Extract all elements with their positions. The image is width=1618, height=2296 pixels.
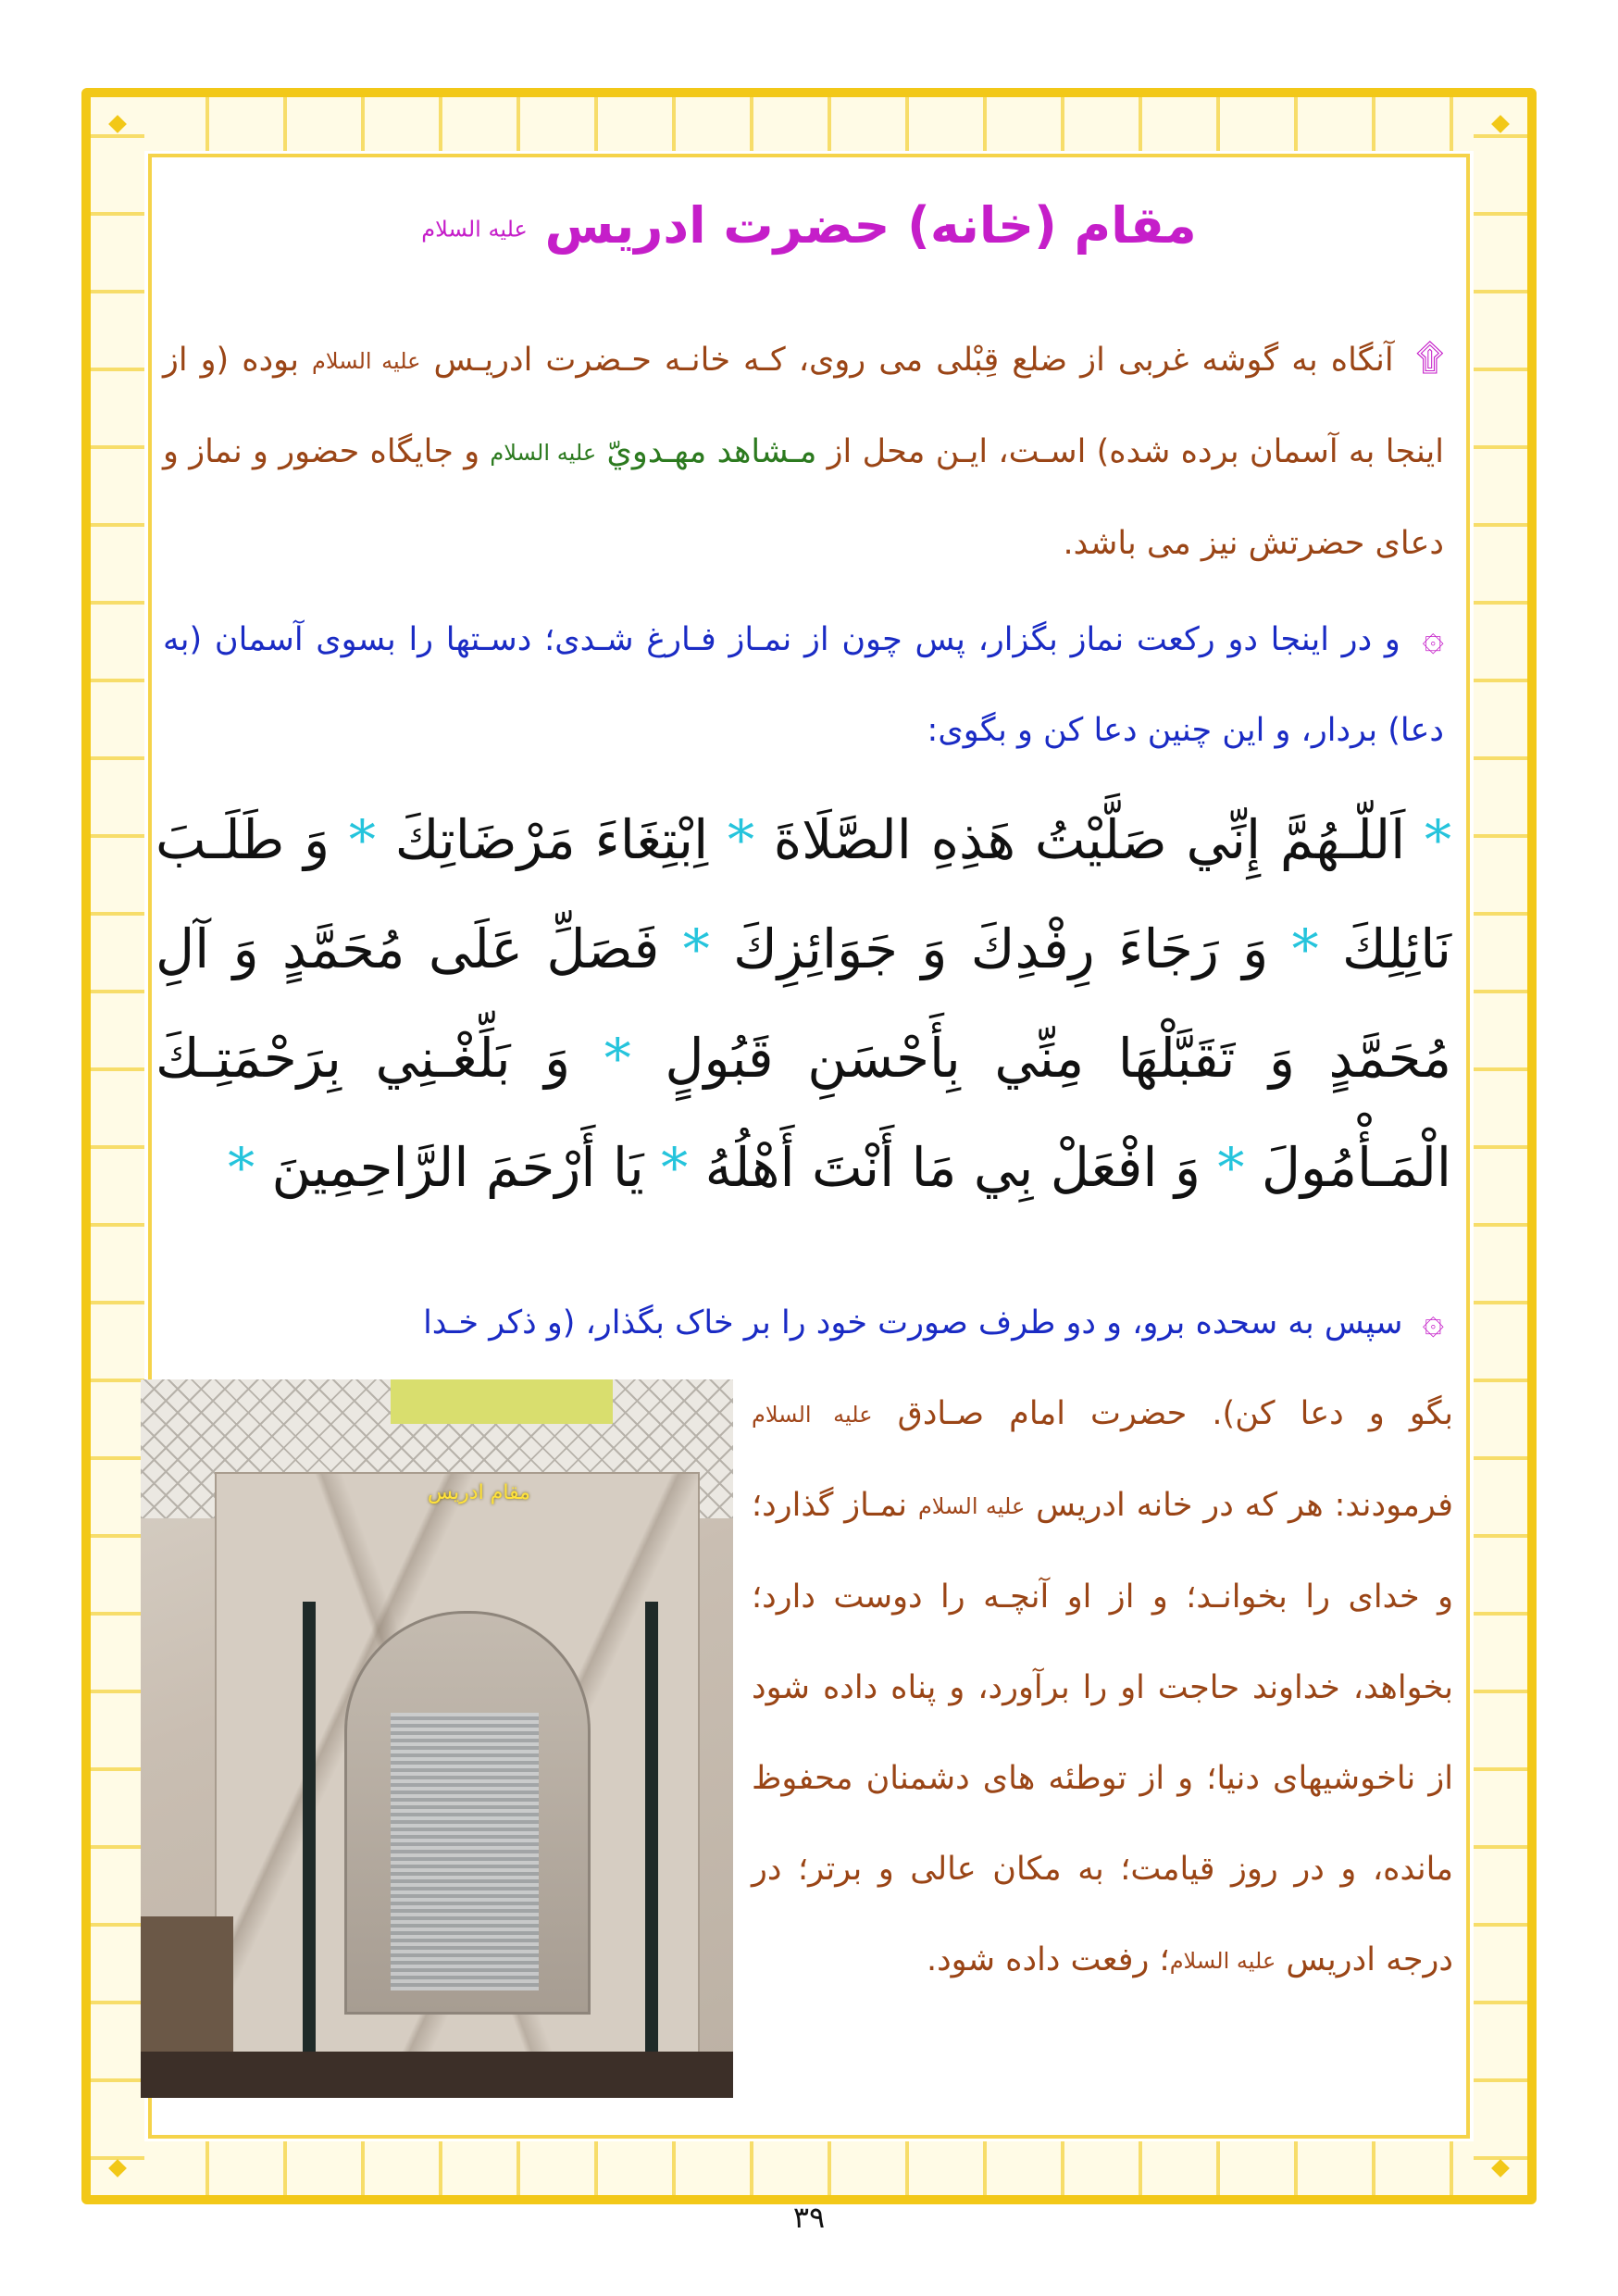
prayer-segment: وَ افْعَلْ بِي مَا أَنْتَ أَهْلُهُ <box>704 1136 1201 1199</box>
hadith-honorific3: عليه السلام <box>1169 1948 1276 1974</box>
paragraph-marker-icon: ۞ <box>1422 1300 1444 1342</box>
star-icon: * <box>228 1136 255 1199</box>
title-honorific: عليه السلام <box>421 216 528 243</box>
prayer-segment: وَ طَلَـبَ نَائِلِكَ <box>156 808 1452 980</box>
photo-mirror-panel <box>391 1713 539 1990</box>
hadith-part4: ؛ رفعت داده شود. <box>926 1941 1170 1978</box>
paragraph-marker-icon: ۞ <box>1422 617 1444 659</box>
hadith-part3: نمـاز گذارد؛ و خدای را بخوانـد؛ و از او آنچـه را دوست دارد؛ بخواهد، خداوند حاجت او را برآورد، و پناه داده شود از ناخوشیهای دنیا؛ و از توطئه های دشمنان محفوظ مانده، و در روز قیامت؛ به مکان عالی و برتر؛ در درجه ادریس <box>752 1487 1453 1978</box>
prayer-segment: اِبْتِغَاءَ مَرْضَاتِكَ <box>394 808 709 871</box>
intro-part3: و جایگاه حضور و نماز و دعای حضرتش نیز می باشد. <box>163 433 1444 562</box>
intro-honorific2: عليه السلام <box>490 440 597 466</box>
photo-pillar <box>303 1602 316 2065</box>
paragraph-intro <box>163 313 1444 589</box>
star-icon: * <box>682 917 710 980</box>
prostration-text: سپس به سحده برو، و دو طرف صورت خود را بر خاک بگذار، (و ذکر خـدا <box>423 1304 1403 1341</box>
page-title <box>167 196 1451 255</box>
star-icon: * <box>348 808 376 871</box>
prayer-segment: اَللّـهُمَّ إِنِّي صَلَّيْتُ هَذِهِ الصَّلَاةَ <box>773 808 1406 871</box>
paragraph-instruction <box>163 593 1444 776</box>
maqam-photo <box>141 1379 733 2098</box>
intro-part2: بوده (و از اینجا به آسمان برده شده) اسـت، ایـن محل از <box>163 342 1444 470</box>
star-icon: * <box>604 1027 631 1090</box>
paragraph-hadith <box>752 1368 1453 2006</box>
photo-plaque <box>391 1379 613 1424</box>
intro-honorific1: عليه السلام <box>312 348 421 374</box>
prayer-segment: وَ بَلِّغْـنِي بِرَحْمَتِـكَ الْمَـأْمُولَ <box>156 1027 1451 1199</box>
paragraph-marker-icon: ۩ <box>1415 337 1444 380</box>
star-icon: * <box>661 1136 689 1199</box>
page-number: ۳۹ <box>792 2200 826 2235</box>
prayer-text <box>156 785 1451 1222</box>
star-icon: * <box>1425 808 1452 871</box>
intro-green-text: مـشاهد مهـدويّ <box>606 433 817 470</box>
photo-floor <box>141 2052 733 2098</box>
instruction-text: و در اینجا دو رکعت نماز بگزار، پس چون از نمـاز فـارغ شـدی؛ دسـتها را بسوی آسمان (به دعا) بردار، و این چنین دعا کن و بگوی: <box>163 621 1444 749</box>
prayer-segment: فَصَلِّ عَلَى مُحَمَّدٍ وَ آلِ مُحَمَّدٍ وَ تَقَبَّلْهَا مِنِّي بِأَحْسَنِ قَبُولٍ <box>156 917 1452 1090</box>
hadith-honorific1: عليه السلام <box>752 1402 873 1428</box>
hadith-honorific2: عليه السلام <box>917 1493 1026 1519</box>
hadith-part2: فرمودند: هر که در خانه ادریس <box>1036 1487 1453 1524</box>
prayer-segment: وَ رَجَاءَ رِفْدِكَ وَ جَوَائِزِكَ <box>733 917 1269 980</box>
hadith-part1: بگو و دعا کن). حضرت امام صـادق <box>897 1395 1453 1432</box>
star-icon: * <box>727 808 754 871</box>
intro-part1: آنگاه به گوشه غربی از ضلع قِبْلی می روی، کـه خانـه حـضرت ادریـس <box>433 342 1394 379</box>
paragraph-prostration <box>163 1276 1444 1368</box>
photo-pillar <box>645 1602 658 2065</box>
star-icon: * <box>1291 917 1319 980</box>
star-icon: * <box>1217 1136 1245 1199</box>
title-text: مقام (خانه) حضرت ادریس <box>544 196 1197 255</box>
prayer-segment: يَا أَرْحَمَ الرَّاحِمِينَ <box>271 1136 644 1199</box>
photo-caption: مقام ادریس <box>428 1481 530 1504</box>
